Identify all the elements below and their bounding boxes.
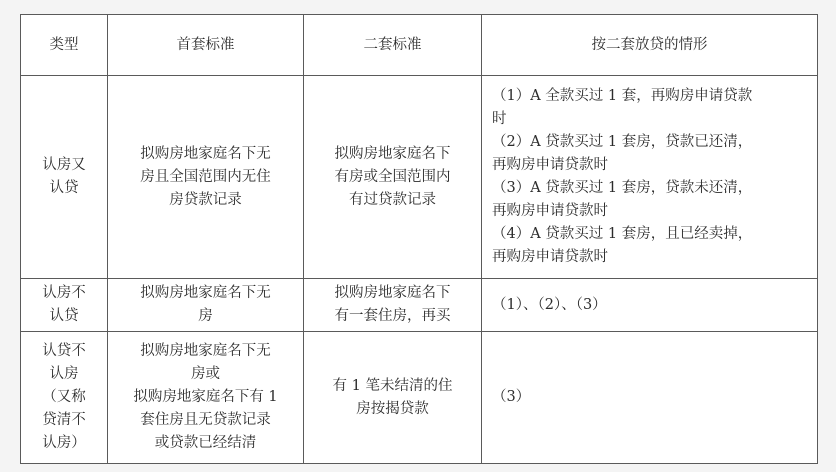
cell-line: 认贷 bbox=[49, 308, 79, 324]
cell-line: 房按揭贷款 bbox=[356, 400, 429, 417]
cell-line: （1）A 全款买过 1 套，再购房申请贷款 bbox=[492, 88, 753, 104]
cell-line: （3）A 贷款买过 1 套房，贷款未还清， bbox=[492, 180, 753, 196]
cell-line: （2）A 贷款买过 1 套房，贷款已还清， bbox=[492, 134, 753, 150]
cell-first-standard bbox=[108, 76, 304, 279]
mortgage-standards-table bbox=[20, 14, 818, 464]
cell-line: 认房不 bbox=[42, 285, 86, 301]
cell-type bbox=[21, 332, 108, 464]
cell-line: 认房又 bbox=[42, 157, 86, 173]
cell-type bbox=[21, 279, 108, 332]
cell-line: 认房 bbox=[49, 366, 79, 382]
cell-line: 拟购房地家庭名下 bbox=[334, 145, 451, 162]
cell-line: 时 bbox=[492, 111, 507, 127]
cell-line: 有过贷款记录 bbox=[349, 191, 436, 208]
cell-line: 有房或全国范围内 bbox=[334, 168, 451, 185]
cell-line: 拟购房地家庭名下 bbox=[334, 285, 451, 301]
header-second-home-loan-cases: 按二套放贷的情形 bbox=[482, 15, 818, 76]
cell-line: 贷清不 bbox=[42, 412, 86, 428]
cell-line: 房 bbox=[198, 308, 213, 324]
cell-line: 套住房且无贷款记录 bbox=[140, 412, 271, 428]
cell-line: 拟购房地家庭名下无 bbox=[140, 145, 271, 162]
cell-line: 认贷 bbox=[49, 180, 79, 196]
cell-line: 认房） bbox=[42, 435, 86, 451]
header-second-home-standard: 二套标准 bbox=[304, 15, 482, 76]
cell-second-standard bbox=[304, 76, 482, 279]
cell-line: 拟购房地家庭名下无 bbox=[140, 285, 271, 301]
header-type: 类型 bbox=[21, 15, 108, 76]
header-first-home-standard: 首套标准 bbox=[108, 15, 304, 76]
mortgage-standards-table-container bbox=[20, 14, 817, 463]
cell-line: （1）、（2）、（3） bbox=[492, 296, 607, 313]
cell-line: （又称 bbox=[42, 389, 86, 405]
cell-second-standard bbox=[304, 332, 482, 464]
cell-line: 房且全国范围内无住 bbox=[140, 168, 271, 185]
table-header-row bbox=[21, 15, 818, 76]
cell-line: 房或 bbox=[191, 366, 220, 382]
cell-line: 有一套住房，再买 bbox=[334, 308, 451, 324]
cell-line: 有 1 笔未结清的住 bbox=[332, 377, 453, 394]
cell-first-standard bbox=[108, 332, 304, 464]
cell-line: 再购房申请贷款时 bbox=[492, 249, 608, 265]
cell-line: 拟购房地家庭名下有 1 bbox=[133, 389, 278, 405]
table-row bbox=[21, 76, 818, 279]
cell-loan-cases bbox=[482, 76, 818, 279]
cell-first-standard bbox=[108, 279, 304, 332]
table-row bbox=[21, 332, 818, 464]
cell-line: 拟购房地家庭名下无 bbox=[140, 343, 271, 359]
cell-line: 再购房申请贷款时 bbox=[492, 157, 608, 173]
cell-line: （3） bbox=[492, 389, 531, 405]
cell-second-standard bbox=[304, 279, 482, 332]
cell-line: 房贷款记录 bbox=[169, 191, 242, 208]
cell-line: （4）A 贷款买过 1 套房，且已经卖掉， bbox=[492, 226, 753, 242]
cell-line: 或贷款已经结清 bbox=[154, 435, 257, 451]
cell-line: 再购房申请贷款时 bbox=[492, 203, 608, 219]
cell-loan-cases bbox=[482, 279, 818, 332]
table-row bbox=[21, 279, 818, 332]
cell-type bbox=[21, 76, 108, 279]
cell-loan-cases bbox=[482, 332, 818, 464]
cell-line: 认贷不 bbox=[42, 343, 86, 359]
